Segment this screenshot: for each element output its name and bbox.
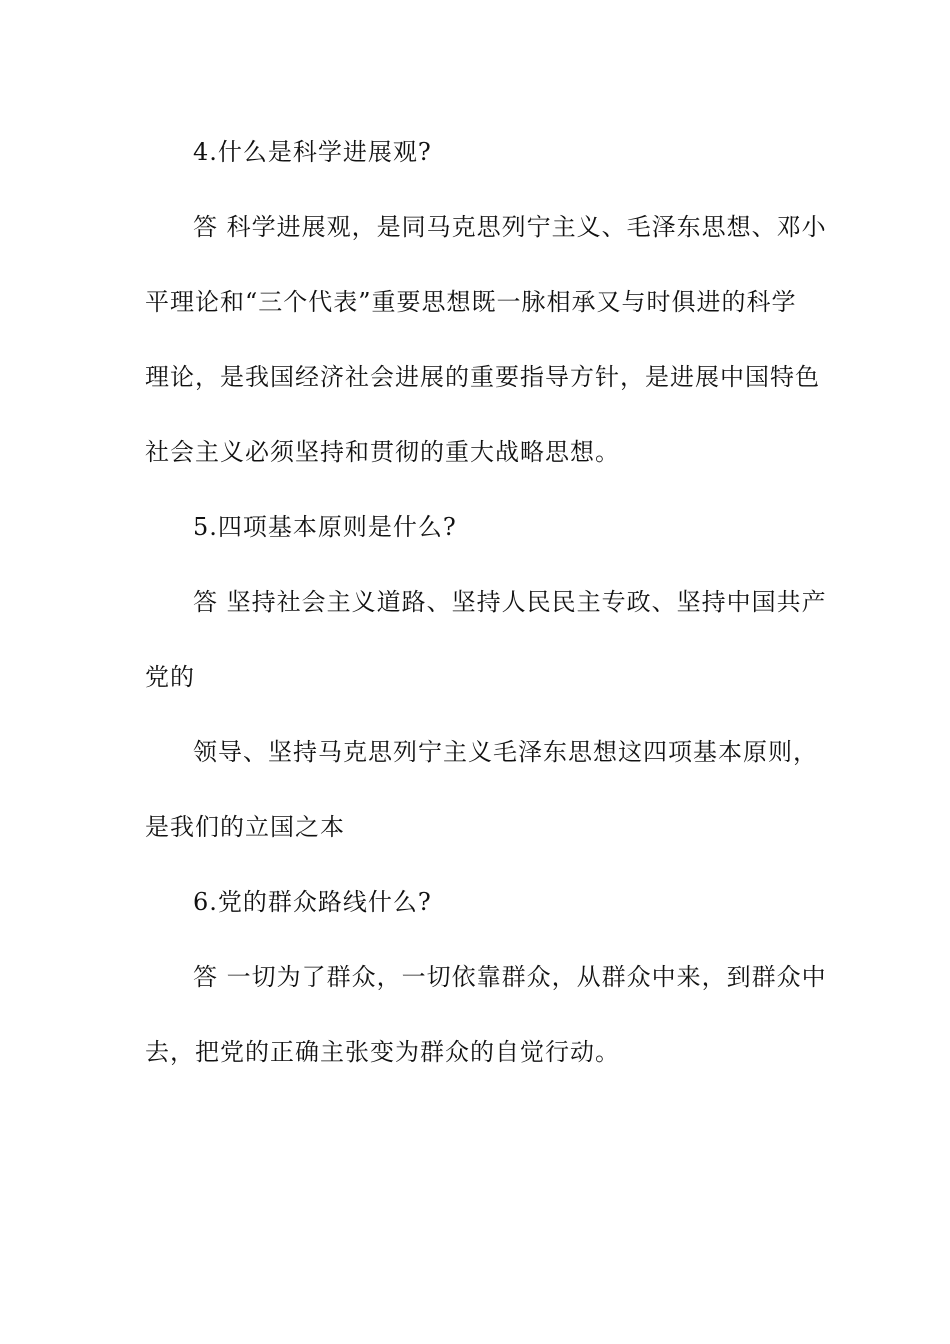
question-5-heading: 5.四项基本原则是什么? — [193, 513, 457, 541]
answer-6-line-2: 去，把党的正确主张变为群众的自觉行动。 — [145, 1038, 620, 1066]
answer-4-line-4: 社会主义必须坚持和贯彻的重大战略思想。 — [145, 438, 620, 466]
question-4-heading: 4.什么是科学进展观? — [193, 138, 432, 166]
answer-4-line-3: 理论，是我国经济社会进展的重要指导方针，是进展中国特色 — [145, 363, 820, 391]
answer-6-line-1: 答 一切为了群众，一切依靠群众，从群众中来，到群众中 — [193, 963, 827, 991]
answer-5-line-2: 党的 — [145, 663, 195, 691]
answer-5-line-1: 答 坚持社会主义道路、坚持人民民主专政、坚持中国共产 — [193, 588, 827, 616]
answer-5-line-3: 领导、坚持马克思列宁主义毛泽东思想这四项基本原则， — [193, 738, 818, 766]
answer-4-line-1: 答 科学进展观，是同马克思列宁主义、毛泽东思想、邓小 — [193, 213, 827, 241]
answer-4-line-2: 平理论和“三个代表”重要思想既一脉相承又与时俱进的科学 — [145, 288, 797, 316]
question-6-heading: 6.党的群众路线什么? — [193, 888, 432, 916]
answer-5-line-4: 是我们的立国之本 — [145, 813, 345, 841]
